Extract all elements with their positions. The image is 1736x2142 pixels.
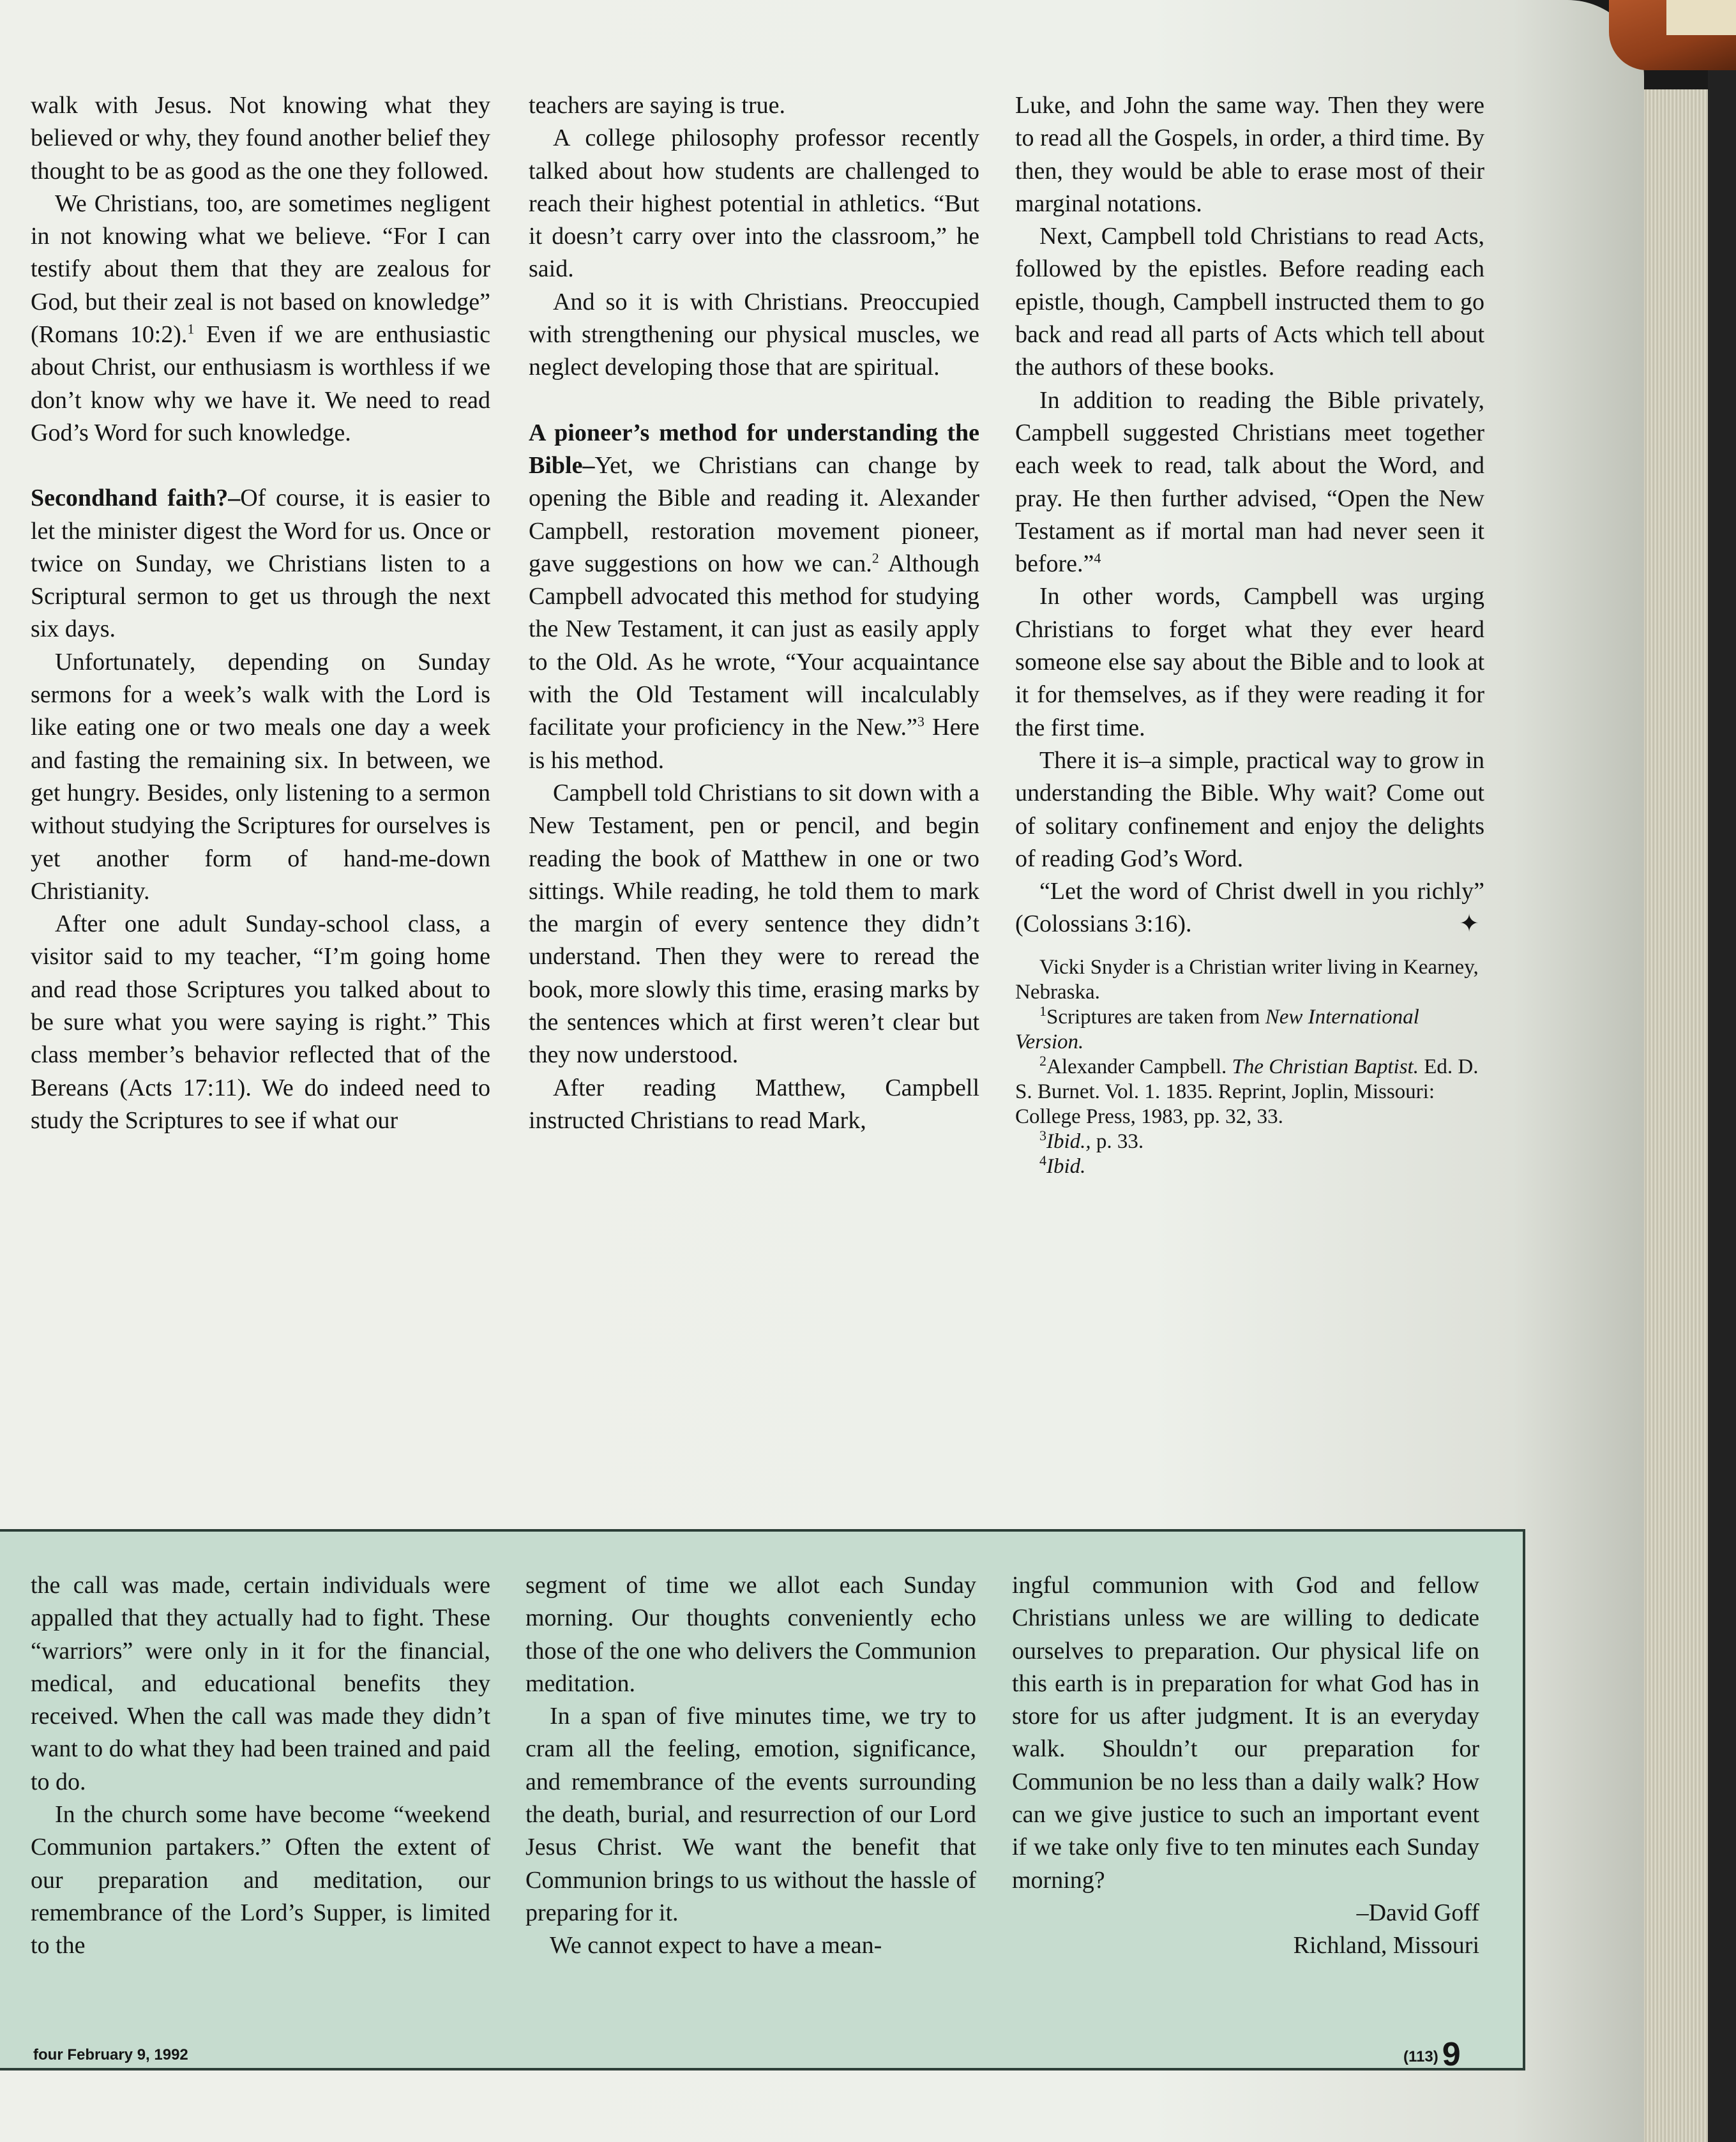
footnote-ref: 1 (187, 321, 195, 337)
book-cover-label (1666, 0, 1736, 35)
subheading-pioneers-method: A pioneer’s method for understanding the Bible– (529, 419, 979, 479)
article-column-3 (1015, 89, 1484, 1179)
footnote-ref: 2 (872, 550, 879, 566)
letter-signature-name: –David Goff (1356, 1899, 1479, 1926)
footnote-3: $^3$Ibid., p. 33. (1039, 1127, 1144, 1153)
box-column-2 (525, 1569, 976, 1963)
end-mark-icon: ✦ (1459, 910, 1479, 938)
paragraph: A college philosophy professor recently talked about how students are challenged to reach their highest potential in athletics. “But it doesn’t carry over into the classroom,” he said. (529, 124, 979, 283)
paragraph: walk with Jesus. Not knowing what they believed or why, they found another belief they thought to be as good as the one they followed. (31, 92, 490, 185)
book-shadow (1708, 0, 1736, 2142)
footer-issue-date: four February 9, 1992 (33, 2046, 188, 2063)
footnote-1: $^1$Scriptures are taken from New International Version. (1015, 1002, 1419, 1053)
paragraph: Unfortunately, depending on Sunday sermons for a week’s walk with the Lord is like eating one or two meals one day a week and fasting the remaining six. In between, we get hungry. Besides, only listening to a sermon without studying the Scriptures for ourselves is yet another form of hand-me-down Christianity. (31, 648, 490, 905)
box-column-1 (31, 1569, 490, 1963)
footnote-4: $^4$Ibid. (1039, 1152, 1086, 1178)
article-column-1: walk with Jesus. Not knowing what they believed or why, they found another belief they thought to be as good as the one they followed. We Christians, too, are sometimes negligent in not knowing what we believe. “For I can testify about them that they are zealous for God, but their zeal is not based on knowledge” (Romans 10:2).$^1$ Even if we are enthusiastic about Christ, our enthusiasm is worthless if we don’t know why we have it. We need to read God’s Word for such knowledge. Secondhand faith?–Of course, it is easier to let the minister digest the Word for us. Once or twice on Sunday, we Christians listen to a Scriptural sermon to get us through the next six days. Unfortunately, depending on Sunday sermons for a week’s walk with the Lord is like eating one or two meals one day a week and fasting the remaining six. In between, we get hungry. Besides, only listening to a sermon without studying the Scriptures for ourselves is yet another form of hand-me-down Christianity. After one adult Sunday-school class, a visitor said to my teacher, “I’m going home and read those Scriptures you talked about to be sure what you were saying is right.” This class member’s behavior reflected that of the Bereans (Acts 17:11). We do indeed need to study the Scriptures to see if what our (31, 89, 490, 1137)
paragraph: Campbell told Christians to sit down with a New Testament, pen or pencil, and begin reading the book of Matthew in one or two sittings. While reading, he told them to mark the margin of every sentence they didn’t understand. Then they were to reread the book, more slowly this time, erasing marks by the sentences which at first weren’t clear but they now understood. (529, 779, 979, 1069)
paragraph: There it is–a simple, practical way to grow in understanding the Bible. Why wait? Come out of solitary confinement and enjoy the delights of reading God’s Word. (1015, 746, 1484, 872)
article-notes (1015, 955, 1484, 1179)
paragraph: In the church some have become “weekend Communion partakers.” Often the extent of our preparation and meditation, our remembrance of the Lord’s Supper, is limited to the (31, 1801, 490, 1959)
paragraph: In addition to reading the Bible privately, Campbell suggested Christians meet together each week to read, talk about the Word, and pray. He then further advised, “Open the New Testament as if mortal man had never seen it before.”$^4$ (1015, 386, 1484, 578)
paragraph: Luke, and John the same way. Then they were to read all the Gospels, in order, a third time. By then, they would be able to erase most of their marginal notations. (1015, 92, 1484, 217)
paragraph: And so it is with Christians. Preoccupied with strengthening our physical muscles, we neglect developing those that are spiritual. (529, 288, 979, 381)
paragraph: In other words, Campbell was urging Christians to forget what they ever heard someone else say about the Bible and to look at it for themselves, as if they were reading it for the first time. (1015, 583, 1484, 741)
footer-page-number: (113) 9 (1403, 2036, 1461, 2073)
subheading-secondhand-faith: Secondhand faith?– (31, 485, 241, 512)
paragraph: Next, Campbell told Christians to read Acts, followed by the epistles. Before reading each epistle, though, Campbell instructed them to go back and read all parts of Acts which tell about the authors of these books. (1015, 223, 1484, 381)
footnote-ref: 3 (917, 713, 925, 730)
paragraph: teachers are saying is true. (529, 92, 785, 119)
book-page-edges (1644, 89, 1708, 2142)
paragraph: We Christians, too, are sometimes negligent in not knowing what we believe. “For I can testify about them that they are zealous for God, but their zeal is not based on knowledge” (Romans 10:2).$^1$ Even if we are enthusiastic about Christ, our enthusiasm is worthless if we don’t know why we have it. We need to read God’s Word for such knowledge. (31, 190, 490, 446)
paragraph: the call was made, certain individuals were appalled that they actually had to fight. These “warriors” were only in it for the financial, medical, and educational benefits they received. When the call was made they didn’t want to do what they had been trained and paid to do. (31, 1572, 490, 1795)
footnote-ref: 4 (1094, 550, 1101, 566)
paragraph: segment of time we allot each Sunday morning. Our thoughts conveniently echo those of the one who delivers the Communion meditation. (525, 1572, 976, 1697)
paragraph: After reading Matthew, Campbell instructed Christians to read Mark, (529, 1074, 979, 1134)
footnote-2: $^2$Alexander Campbell. The Christian Baptist. Ed. D. S. Burnet. Vol. 1. 1835. Reprint, Joplin, Missouri: College Press, 1983, pp. 32, 33. (1015, 1052, 1479, 1128)
article-column-2: teachers are saying is true. A college philosophy professor recently talked about how students are challenged to reach their highest potential in athletics. “But it doesn’t carry over into the classroom,” he said. And so it is with Christians. Preoccupied with strengthening our physical muscles, we neglect developing those that are spiritual. A pioneer’s method for understanding the Bible–Yet, we Christians can change by opening the Bible and reading it. Alexander Campbell, restoration movement pioneer, gave suggestions on how we can.$^2$ Although Campbell advocated this method for studying the New Testament, it can just as easily apply to the Old. As he wrote, “Your acquaintance with the Old Testament will incalculably facilitate your proficiency in the New.”$^3$ Here is his method. Campbell told Christians to sit down with a New Testament, pen or pencil, and begin reading the book of Matthew in one or two sittings. While reading, he told them to mark the margin of every sentence they didn’t understand. Then they were to reread the book, more slowly this time, erasing marks by the sentences which at first weren’t clear but they now understood. After reading Matthew, Campbell instructed Christians to read Mark, (529, 89, 979, 1137)
box-column-3 (1012, 1569, 1479, 1963)
author-bio: Vicki Snyder is a Christian writer living in Kearney, Nebraska. (1015, 955, 1479, 1004)
paragraph: “Let the word of Christ dwell in you richly” (Colossians 3:16). ✦ (1015, 875, 1484, 941)
paragraph: In a span of five minutes time, we try to cram all the feeling, emotion, significance, and remembrance of the events surrounding the death, burial, and resurrection of our Lord Jesus Christ. We want the benefit that Communion brings to us without the hassle of preparing for it. (525, 1703, 976, 1926)
paragraph: ingful communion with God and fellow Christians unless we are willing to dedicate ourselves to preparation. Our physical life on this earth is in preparation for what God has in store for us after judgment. It is an everyday walk. Shouldn’t our preparation for Communion be no less than a daily walk? How can we give justice to such an important event if we take only five to ten minutes each Sunday morning? (1012, 1572, 1479, 1894)
paragraph: We cannot expect to have a mean- (550, 1932, 882, 1959)
letter-signature-place: Richland, Missouri (1293, 1932, 1479, 1959)
paragraph: After one adult Sunday-school class, a visitor said to my teacher, “I’m going home and read those Scriptures you talked about to be sure what you were saying is right.” This class member’s behavior reflected that of the Bereans (Acts 17:11). We do indeed need to study the Scriptures to see if what our (31, 910, 490, 1134)
